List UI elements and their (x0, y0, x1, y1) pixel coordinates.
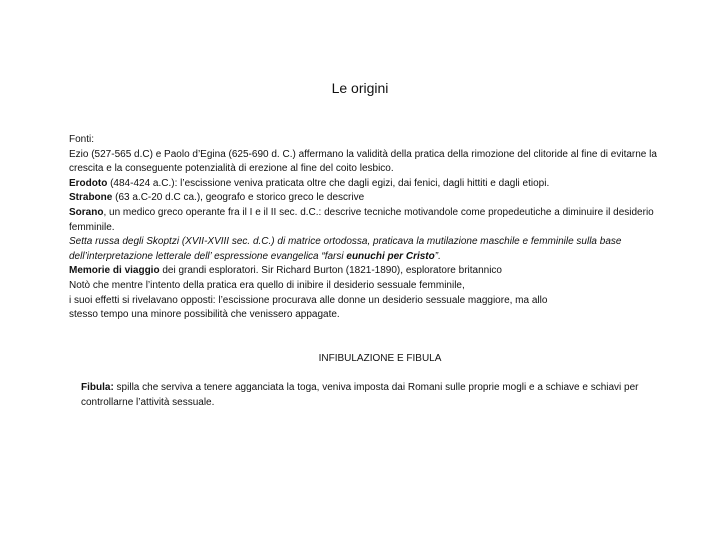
fibula-text: spilla che serviva a tenere agganciata la toga, veniva imposta dai Romani sulle proprie mogli e a schiave e schiavi per controllarne l’attività sessuale. (81, 382, 639, 408)
sorano-name: Sorano (69, 206, 104, 218)
setta-bold: eunuchi per Cristo (346, 250, 435, 262)
erodoto-paragraph (69, 177, 669, 192)
memorie-name: Memorie di viaggio (69, 265, 160, 277)
sorano-paragraph (69, 206, 669, 235)
sources-body (69, 133, 669, 323)
stesso-line: stesso tempo una minore possibilità che venissero appagate. (69, 309, 340, 321)
strabone-text: (63 a.C-20 d.C ca.), geografo e storico greco le descrive (112, 192, 365, 204)
setta-paragraph (69, 235, 669, 264)
fibula-paragraph (81, 380, 681, 410)
section-subheading: INFIBULAZIONE E FIBULA (318, 353, 442, 364)
noto-line: Notò che mentre l’intento della pratica era quello di inibire il desiderio sessuale femminile, (69, 279, 465, 291)
slide-title: Le origini (331, 80, 389, 96)
sources-heading: Fonti: (69, 134, 95, 145)
sorano-text: , un medico greco operante fra il I e il II sec. d.C.: descrive tecniche motivandole come propedeutiche a diminuire il desiderio femminile. (69, 206, 654, 233)
memorie-paragraph (69, 264, 669, 279)
erodoto-text: (484-424 a.C.): l’escissione veniva praticata oltre che dagli egizi, dai fenici, dagli hittiti e dagli etiopi. (107, 177, 550, 189)
setta-end: ”. (434, 250, 441, 262)
strabone-paragraph (69, 191, 669, 206)
effetti-line: i suoi effetti si rivelavano opposti: l’escissione procurava alle donne un desiderio sessuale maggiore, ma allo (69, 294, 548, 306)
erodoto-name: Erodoto (69, 177, 108, 189)
ezio-paragraph: Ezio (527-565 d.C) e Paolo d’Egina (625-690 d. C.) affermano la validità della pratica della rimozione del clitoride al fine di evitarne la crescita e la conseguente potenzialità di erezione al fine del coito lesbico. (69, 148, 657, 175)
strabone-name: Strabone (69, 192, 113, 204)
memorie-text: dei grandi esploratori. Sir Richard Burton (1821-1890), esploratore britannico (159, 265, 502, 277)
setta-text: Setta russa degli Skoptzi (XVII-XVIII sec. d.C.) di matrice ortodossa, praticava la mutilazione maschile e femminile sulla base dell’interpretazione letterale dell’ espressione evangelica “farsi (69, 236, 622, 262)
fibula-label: Fibula: (81, 382, 114, 393)
